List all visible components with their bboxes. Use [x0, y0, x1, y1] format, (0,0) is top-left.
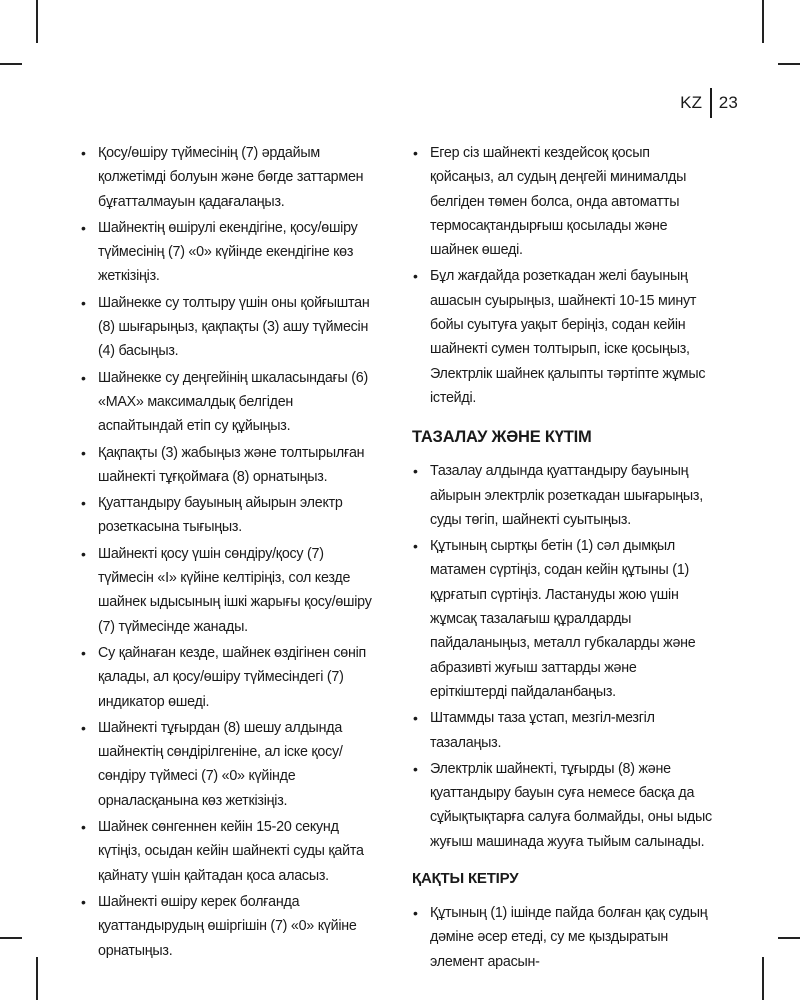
- crop-mark: [762, 957, 764, 1000]
- list-item: • Қақпақты (3) жабыңыз және толтырылған шайнекті тұғқоймаға (8) орнатыңыз.: [80, 441, 380, 490]
- descaling-heading: ҚАҚТЫ КЕТІРУ: [412, 870, 519, 888]
- list-item: • Бұл жағдайда розеткадан желі бауының ашасын суырыңыз, шайнекті 10-15 минут бойы суытуға уақыт беріңіз, содан кейін шайнекті сумен толтырып, іске қосыңыз, Электрлік шайнек қалыпты тәртіпте жұмыс істейді.: [412, 264, 717, 410]
- list-item: • Электрлік шайнекті, тұғырды (8) және қуаттандыру бауын суға немесе басқа да сұйықтықтарға салуға болмайды, оны ыдыс жуғыш машинада жууға тыйым салынады.: [412, 757, 717, 854]
- right-column: [412, 141, 717, 976]
- list-item: • Шайнекті тұғырдан (8) шешу алдында шайнектің сөндірілгеніне, ал іске қосу/сөндіру түймесі (7) «0» күйінде орналасқанына көз жеткізіңіз.: [80, 716, 380, 813]
- list-item: • Қуаттандыру бауының айырын электр розеткасына тығыңыз.: [80, 491, 380, 540]
- list-item: • Шайнектің өшірулі екендігіне, қосу/өшіру түймесінің (7) «0» күйінде екендігіне көз жеткізіңіз.: [80, 216, 380, 289]
- list-item: • Құтының (1) ішінде пайда болған қақ судың дәміне әсер етеді, су ме қыздыратын элемент арасын-: [412, 901, 717, 974]
- list-item: • Шайнекті өшіру керек болғанда қуаттандырудың өшіргішін (7) «0» күйіне орнатыңыз.: [80, 890, 380, 963]
- list-item: • Тазалау алдында қуаттандыру бауының айырын электрлік розеткадан шығарыңыз, суды төгіп, шайнекті суытыңыз.: [412, 459, 717, 532]
- list-item: • Шайнекке су толтыру үшін оны қойғыштан (8) шығарыңыз, қақпақты (3) ашу түймесін (4) басыңыз.: [80, 291, 380, 364]
- page-header: [680, 88, 738, 118]
- list-item: • Шайнекті қосу үшін сөндіру/қосу (7) түймесін «I» күйіне келтіріңіз, сол кезде шайнек ыдысының ішкі жарығы қосу/өшіру (7) түймесінде жанады.: [80, 542, 380, 639]
- crop-mark: [0, 63, 22, 65]
- crop-mark: [778, 63, 800, 65]
- descaling-list: [412, 901, 717, 974]
- list-item: • Егер сіз шайнекті кездейсоқ қосып қойсаңыз, ал судың деңгейі минималды белгіден төмен болса, онда автоматты термосақтандырғыш қосылады және шайнек өшеді.: [412, 141, 717, 262]
- instruction-list: [80, 141, 380, 963]
- list-item: • Қосу/өшіру түймесінің (7) әрдайым қолжетімді болуын және бөгде заттармен бұғатталмауын қадағалаңыз.: [80, 141, 380, 214]
- crop-mark: [0, 937, 22, 939]
- left-column: [80, 141, 380, 965]
- cleaning-heading: ТАЗАЛАУ ЖӘНЕ КҮТІМ: [412, 428, 592, 447]
- crop-mark: [36, 957, 38, 1000]
- list-item: • Құтының сыртқы бетін (1) сәл дымқыл матамен сүртіңіз, содан кейін құтыны (1) құрғатып сүртіңіз. Ластануды жою үшін жұмсақ тазалағыш құралдарды пайдаланыңыз, металл губкаларды және абразивті жуғыш заттарды және еріткіштерді пайдаланбаңыз.: [412, 534, 717, 704]
- list-item: • Су қайнаған кезде, шайнек өздігінен сөніп қалады, ал қосу/өшіру түймесіндегі (7) индикатор өшеді.: [80, 641, 380, 714]
- instruction-list: [412, 141, 717, 410]
- language-code: KZ: [680, 93, 703, 112]
- list-item: • Шайнек сөнгеннен кейін 15-20 секунд күтіңіз, осыдан кейін шайнекті суды қайта қайнату үшін қайтадан қоса аласыз.: [80, 815, 380, 888]
- page-number: 23: [718, 93, 738, 112]
- crop-mark: [762, 0, 764, 43]
- list-item: • Штаммды таза ұстап, мезгіл-мезгіл тазалаңыз.: [412, 706, 717, 755]
- list-item: • Шайнекке су деңгейінің шкаласындағы (6) «MAX» максималдық белгіден аспайтындай етіп су құйыңыз.: [80, 366, 380, 439]
- crop-mark: [36, 0, 38, 43]
- crop-mark: [778, 937, 800, 939]
- cleaning-list: [412, 459, 717, 854]
